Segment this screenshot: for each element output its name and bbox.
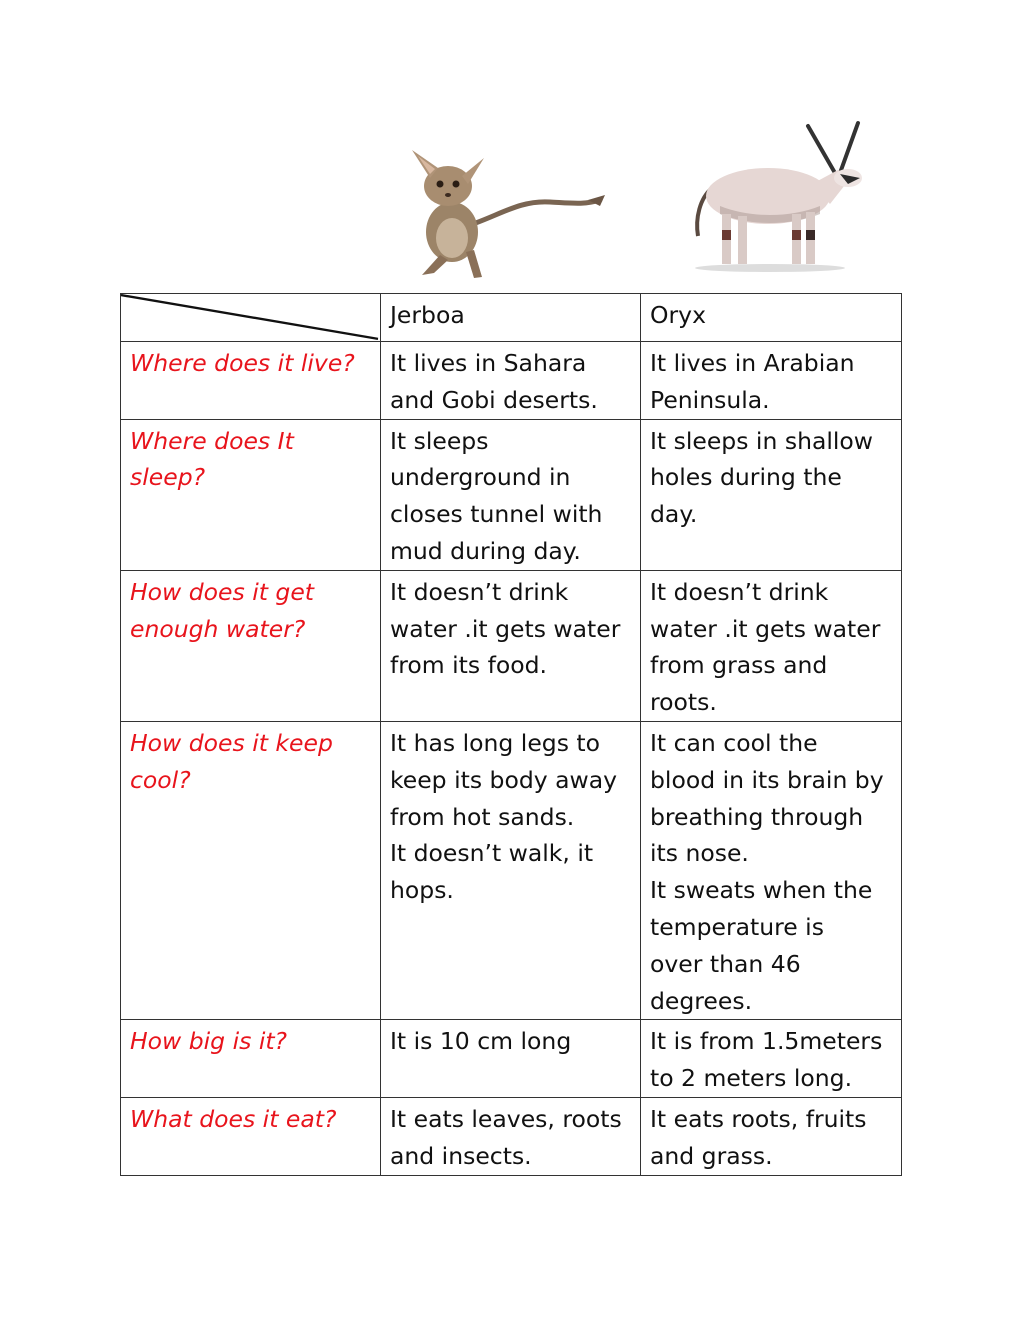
cell-text-line: It doesn’t drink	[650, 577, 829, 606]
cell-text-line: over than 46	[650, 949, 801, 978]
cell-text-line: It lives in Arabian	[650, 349, 855, 377]
cell-text-line: It eats leaves, roots	[390, 1104, 622, 1133]
table-row	[121, 1097, 902, 1175]
cell-text-line: roots.	[650, 688, 717, 717]
jerboa-cell	[381, 342, 641, 420]
cell-text-line: It can cool the	[650, 728, 818, 757]
cell-text-line: day.	[650, 500, 698, 529]
question-cell	[121, 419, 381, 570]
oryx-cell	[641, 342, 902, 420]
cell-text-line: It is from 1.5meters	[650, 1027, 883, 1056]
cell-text-line: It lives in Sahara	[390, 349, 587, 377]
cell-text-line: from its food.	[390, 651, 548, 680]
oryx-cell	[641, 1097, 902, 1175]
cell-text-line: and insects.	[390, 1141, 532, 1170]
cell-text-line: closes tunnel with	[390, 500, 603, 529]
oryx-cell	[641, 570, 902, 721]
question-cell	[121, 1097, 381, 1175]
oryx-cell	[641, 419, 902, 570]
cell-text-line: It sleeps in shallow	[650, 426, 874, 455]
table-row	[121, 342, 902, 420]
cell-text-line: holes during the	[650, 463, 842, 492]
cell-text-line: temperature is	[650, 912, 824, 941]
table-row	[121, 570, 902, 721]
oryx-cell	[641, 721, 902, 1019]
cell-text-line: Where does It	[130, 426, 294, 455]
jerboa-cell	[381, 721, 641, 1019]
cell-text-line: and Gobi deserts.	[390, 385, 598, 414]
cell-text-line: enough water?	[130, 614, 306, 643]
question-cell	[121, 1020, 381, 1098]
cell-text-line: to 2 meters long.	[650, 1064, 853, 1093]
table-row	[121, 721, 902, 1019]
jerboa-cell	[381, 1097, 641, 1175]
cell-text-line: How does it get	[130, 577, 315, 606]
cell-text-line: It doesn’t walk, it	[390, 839, 594, 868]
cell-text-line: How big is it?	[130, 1027, 288, 1056]
cell-text-line: water .it gets water	[650, 614, 881, 643]
cell-text-line: its nose.	[650, 839, 749, 868]
cell-text-line: It sleeps	[390, 426, 489, 455]
cell-text-line: hops.	[390, 876, 454, 905]
cell-text-line: mud during day.	[390, 536, 581, 565]
cell-text-line: How does it keep	[130, 728, 333, 757]
table-row	[121, 419, 902, 570]
jerboa-cell	[381, 570, 641, 721]
corner-cell	[121, 294, 381, 342]
oryx-image	[680, 118, 900, 278]
header-jerboa: Jerboa	[381, 294, 641, 342]
jerboa-cell	[381, 419, 641, 570]
cell-text-line: degrees.	[650, 986, 753, 1015]
cell-text-line: from grass and	[650, 651, 828, 680]
header-row	[121, 294, 902, 342]
cell-text-line: Peninsula.	[650, 385, 770, 414]
header-oryx: Oryx	[641, 294, 902, 342]
cell-text-line: Where does it live?	[130, 349, 355, 377]
cell-text-line: water .it gets water	[390, 614, 621, 643]
cell-text-line: from hot sands.	[390, 802, 575, 831]
cell-text-line: cool?	[130, 765, 191, 794]
cell-text-line: It has long legs to	[390, 728, 601, 757]
cell-text-line: sleep?	[130, 463, 206, 492]
cell-text-line: breathing through	[650, 802, 864, 831]
cell-text-line: and grass.	[650, 1141, 773, 1170]
comparison-table	[120, 293, 902, 1176]
diagonal-line	[121, 294, 380, 341]
jerboa-image	[400, 140, 615, 280]
cell-text-line: It is 10 cm long	[390, 1027, 572, 1056]
question-cell	[121, 342, 381, 420]
cell-text-line: blood in its brain by	[650, 765, 884, 794]
question-cell	[121, 721, 381, 1019]
cell-text-line: It sweats when the	[650, 876, 873, 905]
cell-text-line: It eats roots, fruits	[650, 1104, 867, 1133]
question-cell	[121, 570, 381, 721]
cell-text-line: It doesn’t drink	[390, 577, 569, 606]
oryx-cell	[641, 1020, 902, 1098]
cell-text-line: keep its body away	[390, 765, 618, 794]
jerboa-cell	[381, 1020, 641, 1098]
cell-text-line: underground in	[390, 463, 571, 492]
cell-text-line: What does it eat?	[130, 1104, 337, 1133]
table-row	[121, 1020, 902, 1098]
